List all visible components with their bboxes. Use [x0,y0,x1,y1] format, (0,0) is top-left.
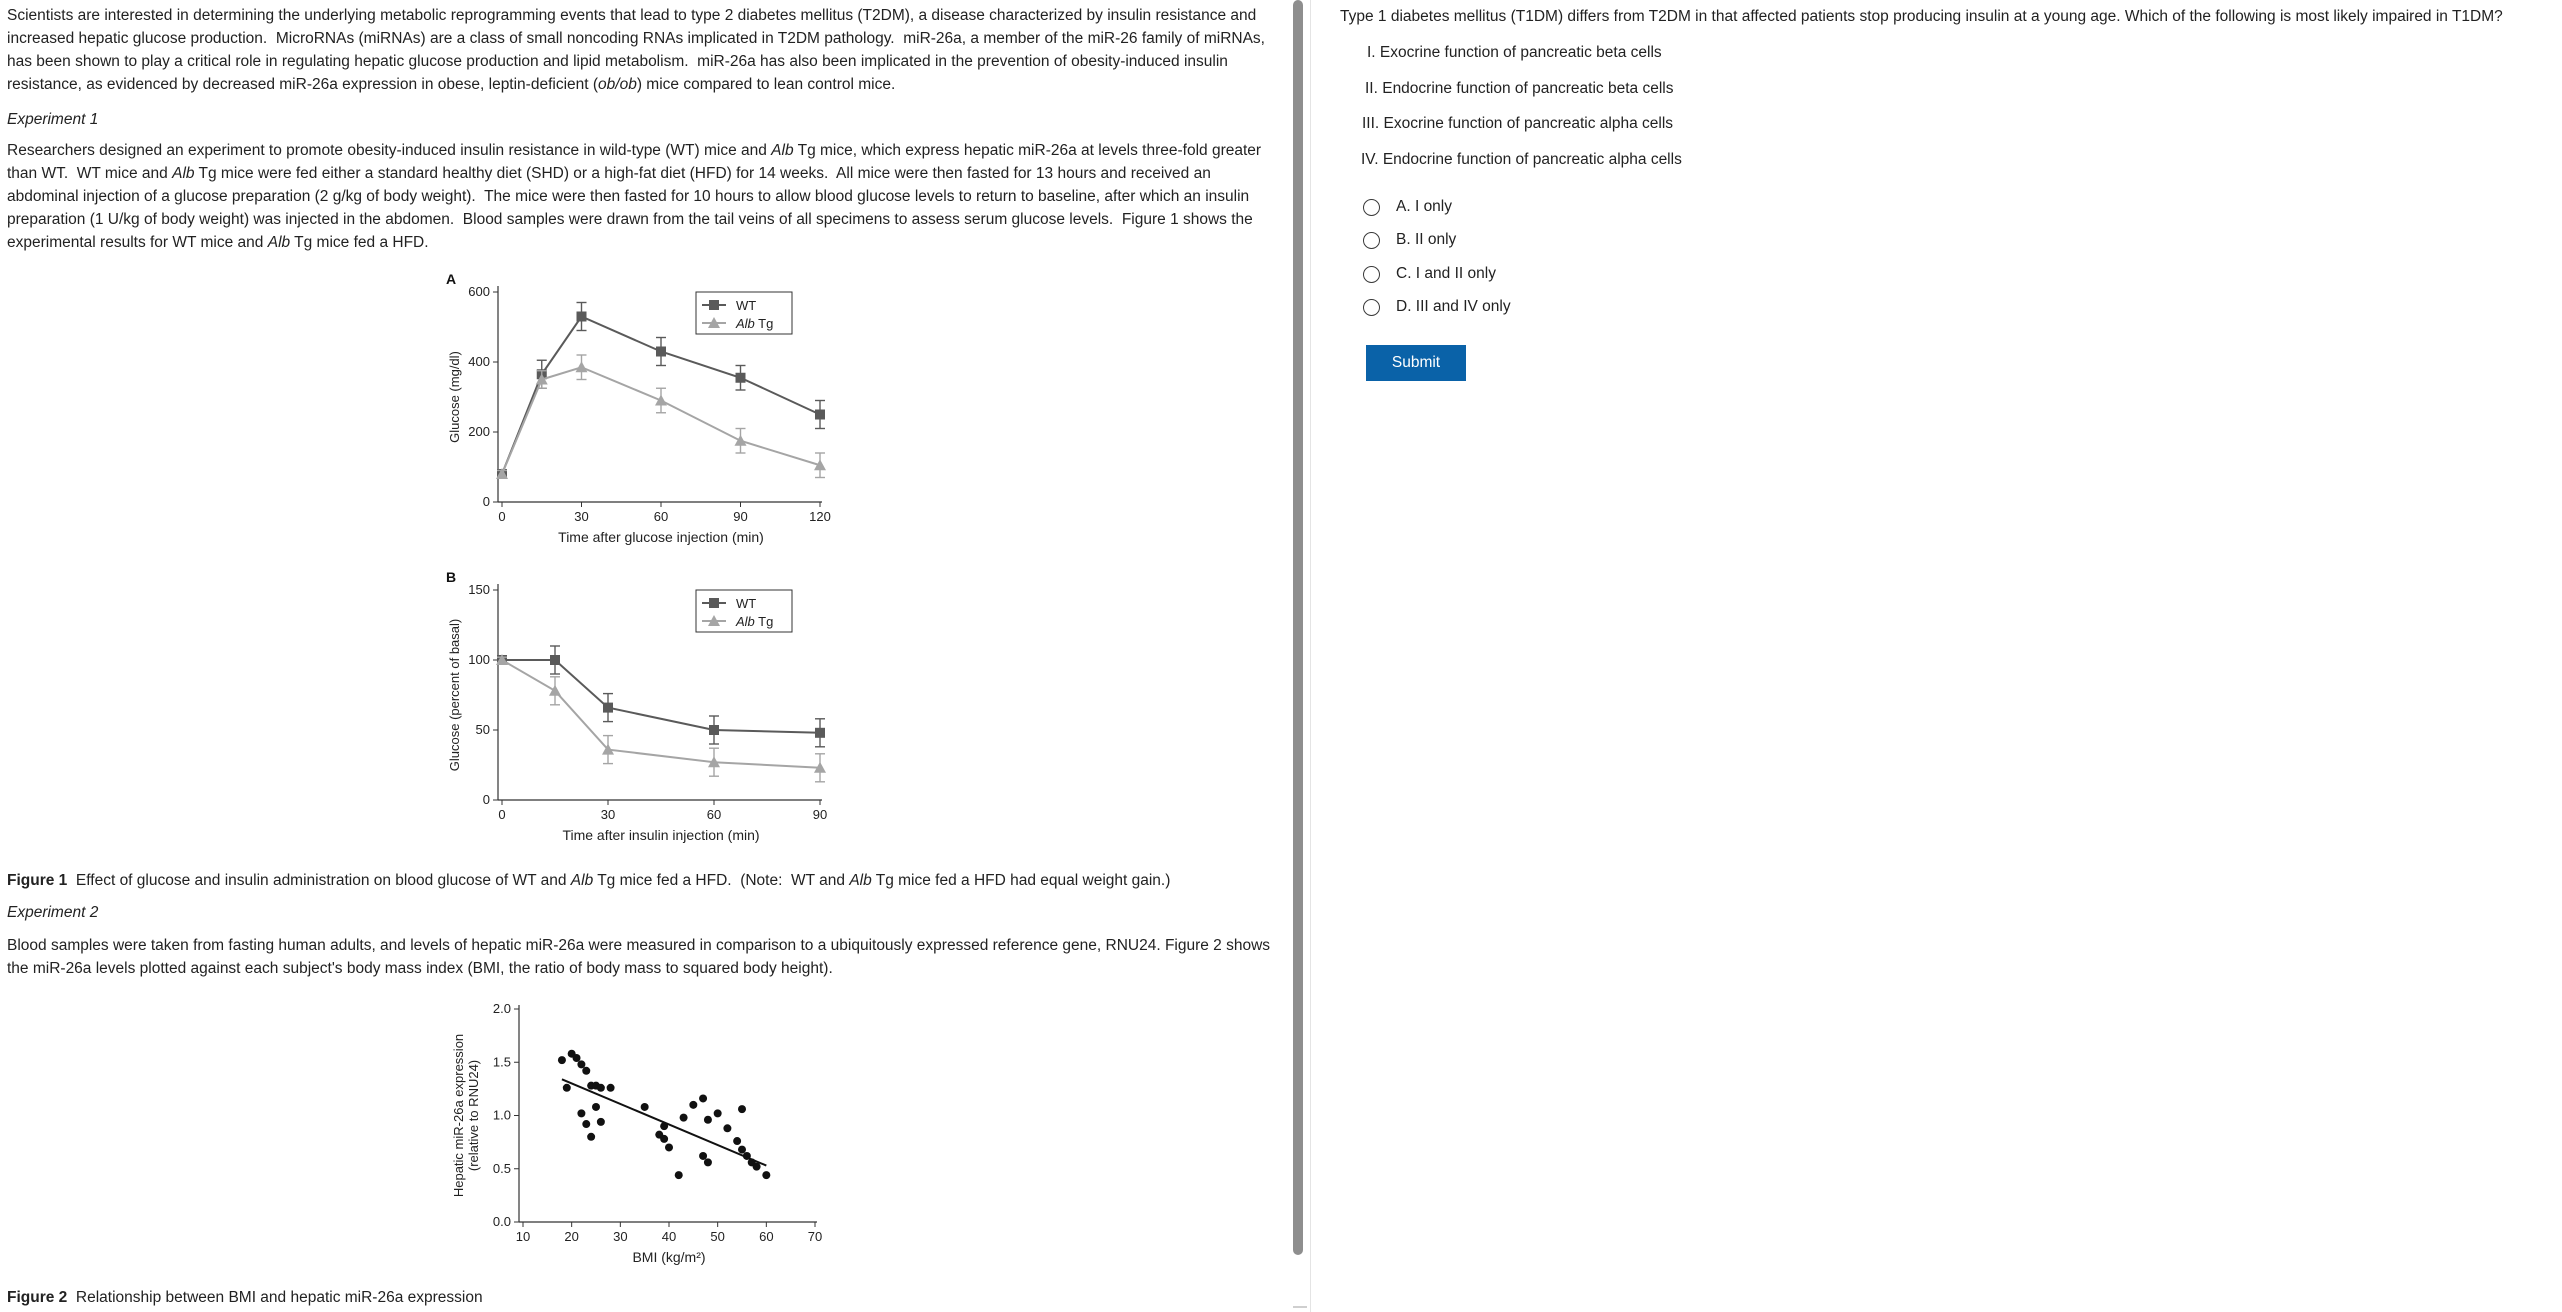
x-tick-label: 50 [710,1229,725,1244]
scatter-point [587,1133,595,1141]
series-line-0 [502,660,820,733]
legend-label-wt: WT [736,596,757,611]
series-line-1 [502,367,820,474]
y-tick-label: 2.0 [492,1001,511,1016]
y-tick-label: 50 [475,722,490,737]
panel-label: A [446,271,457,287]
data-point-triangle [549,685,561,696]
choice-d-label[interactable]: D. III and IV only [1396,298,1511,315]
legend-marker-wt [709,598,719,608]
pane-scrollbar-foot [1293,1306,1307,1308]
scatter-point [577,1109,585,1117]
series-line-1 [502,660,820,768]
scatter-point [660,1135,668,1143]
x-tick-label: 20 [564,1229,579,1244]
chart-c [440,995,860,1275]
data-point-square [656,347,666,357]
figure2 [440,995,860,1280]
scatter-point [762,1171,770,1179]
radio-circle-icon[interactable] [1363,199,1380,216]
figure1-panel-b [440,568,860,863]
y-axis-label: Glucose (mg/dl) [447,351,462,443]
x-tick-label: 0 [498,509,506,524]
choice-d[interactable] [1363,295,1511,319]
y-tick-label: 600 [468,284,490,299]
legend-label-alb: Alb Tg [736,316,774,331]
intro-paragraph: Scientists are interested in determining the underlying metabolic reprogramming events that lead to type 2 diabetes mellitus (T2DM), a disease characterized by insulin resistance and increased hepatic glucose production. MicroRNAs (miRNAs) are a class of small noncoding RNAs implicated in T2DM pathology. miR-26a, a member of the miR-26 family of miRNAs, has been shown to play a critical role in regulating hepatic glucose production and lipid metabolism. miR-26a has also been implicated in the prevention of obesity-induced insulin resistance, as evidenced by decreased miR-26a expression in obese, leptin-deficient (ob/ob) mice compared to lean control mice. [7,7,1265,93]
statement-2: II. Endocrine function of pancreatic beta cells [1365,80,1674,97]
radio-circle-icon[interactable] [1363,266,1380,283]
y-tick-label: 400 [468,354,490,369]
choice-b[interactable] [1363,228,1456,252]
scatter-point [714,1109,722,1117]
scatter-point [592,1103,600,1111]
x-tick-label: 10 [515,1229,531,1244]
y-tick-label: 0.0 [492,1214,511,1229]
scatter-point [704,1158,712,1166]
x-tick-label: 30 [613,1229,628,1244]
y-tick-label: 150 [468,582,490,597]
x-tick-label: 70 [807,1229,823,1244]
scatter-point [738,1105,746,1113]
figure2-caption: Figure 2 Relationship between BMI and hepatic miR-26a expression [7,1289,483,1306]
figure1-caption: Figure 1 Effect of glucose and insulin administration on blood glucose of WT and Alb Tg mice fed a HFD. (Note: WT and Alb Tg mice fed a HFD had equal weight gain.) [7,872,1171,889]
x-tick-label: 0 [498,807,506,822]
experiment1-paragraph: Researchers designed an experiment to promote obesity-induced insulin resistance in wild-type (WT) mice and Alb Tg mice, which express hepatic miR-26a at levels three-fold greater than WT. WT mice and Alb Tg mice were fed either a standard healthy diet (SHD) or a high-fat diet (HFD) for 14 weeks. All mice were then fasted for 13 hours and received an abdominal injection of a glucose preparation (2 g/kg of body weight). The mice were then fasted for 10 hours to allow blood glucose levels to return to baseline, after which an insulin preparation (1 U/kg of body weight) was injected in the abdomen. Blood samples were drawn from the tail veins of all specimens to assess serum glucose levels. Figure 1 shows the experimental results for WT mice and Alb Tg mice fed a HFD. [7,142,1262,251]
data-point-triangle [735,435,747,446]
y-tick-label: 1.0 [492,1107,511,1123]
data-point-square [603,703,613,713]
trend-line [562,1079,766,1165]
passage [7,4,1277,254]
legend-label-wt: WT [736,298,757,313]
choice-a-label[interactable]: A. I only [1396,198,1452,215]
scatter-point [582,1067,590,1075]
scatter-point [733,1137,741,1145]
radio-circle-icon[interactable] [1363,232,1380,249]
x-tick-label: 90 [733,509,748,524]
choice-c-label[interactable]: C. I and II only [1396,265,1496,282]
scatter-point [573,1054,581,1062]
y-tick-label: 0.5 [492,1160,511,1176]
y-tick-label: 0 [482,792,490,807]
y-axis-label-line2: (relative to RNU24) [466,1059,481,1172]
pane-divider [1310,0,1311,1312]
y-tick-label: 0 [482,494,490,509]
experiment1-heading: Experiment 1 [7,111,99,128]
scatter-point [558,1056,566,1064]
scatter-point [699,1152,707,1160]
x-tick-label: 90 [812,807,828,822]
y-tick-label: 200 [468,424,490,439]
y-tick-label: 100 [468,652,490,667]
data-point-square [709,725,719,735]
scatter-point [723,1124,731,1132]
x-tick-label: 40 [661,1229,677,1244]
x-tick-label: 30 [574,509,589,524]
x-tick-label: 60 [759,1229,774,1244]
statement-1: I. Exocrine function of pancreatic beta cells [1367,44,1662,61]
radio-circle-icon[interactable] [1363,299,1380,316]
scatter-point [738,1146,746,1154]
chart-b [440,568,860,858]
scatter-point [689,1101,697,1109]
experiment2-heading: Experiment 2 [7,904,99,921]
scatter-point [675,1171,683,1179]
legend-marker-wt [709,300,719,310]
pane-scrollbar[interactable] [1293,0,1303,1255]
statement-3: III. Exocrine function of pancreatic alpha cells [1362,115,1674,132]
scatter-point [665,1143,673,1151]
scatter-point [641,1103,649,1111]
scatter-point [577,1060,585,1068]
data-point-square [550,655,560,665]
scatter-point [563,1084,571,1092]
data-point-triangle [655,395,667,406]
scatter-point [680,1114,688,1122]
x-tick-label: 120 [809,509,831,524]
statement-4: IV. Endocrine function of pancreatic alpha cells [1361,151,1682,168]
legend-label-alb: Alb Tg [736,614,774,629]
question-pane [1340,0,2555,1312]
y-axis-label: Hepatic miR-26a expression [451,1033,466,1198]
choice-c[interactable] [1363,262,1496,286]
experiment2-paragraph: Blood samples were taken from fasting human adults, and levels of hepatic miR-26a were measured in comparison to a ubiquitously expressed reference gene, RNU24. Figure 2 shows the miR-26a levels plotted against each subject's body mass index (BMI, the ratio of body mass to squared body height). [7,937,1271,977]
x-axis-label: Time after glucose injection (min) [558,529,764,545]
data-point-triangle [576,361,588,372]
scatter-point [753,1163,761,1171]
figure1-panel-a [440,270,860,565]
data-point-square [577,312,587,322]
x-tick-label: 60 [706,807,722,822]
scatter-point [704,1116,712,1124]
scatter-point [597,1084,605,1092]
data-point-square [736,373,746,383]
x-tick-label: 60 [653,509,669,524]
submit-button[interactable]: Submit [1366,345,1466,381]
choice-a[interactable] [1363,195,1452,219]
scatter-point [699,1094,707,1102]
data-point-square [815,410,825,420]
y-axis-label: Glucose (percent of basal) [447,618,462,772]
x-axis-label: Time after insulin injection (min) [562,827,760,843]
x-axis-label: BMI (kg/m²) [632,1249,706,1265]
x-tick-label: 30 [600,807,616,822]
question-stem: Type 1 diabetes mellitus (T1DM) differs from T2DM in that affected patients stop producing insulin at a young age. Which of the following is most likely impaired in T1DM? [1340,8,2503,25]
scatter-point [607,1084,615,1092]
chart-a [440,270,860,560]
scatter-point [582,1120,590,1128]
data-point-square [815,728,825,738]
scatter-point [597,1118,605,1126]
y-tick-label: 1.5 [492,1054,511,1070]
panel-label: B [446,569,457,585]
choice-b-label[interactable]: B. II only [1396,231,1457,248]
